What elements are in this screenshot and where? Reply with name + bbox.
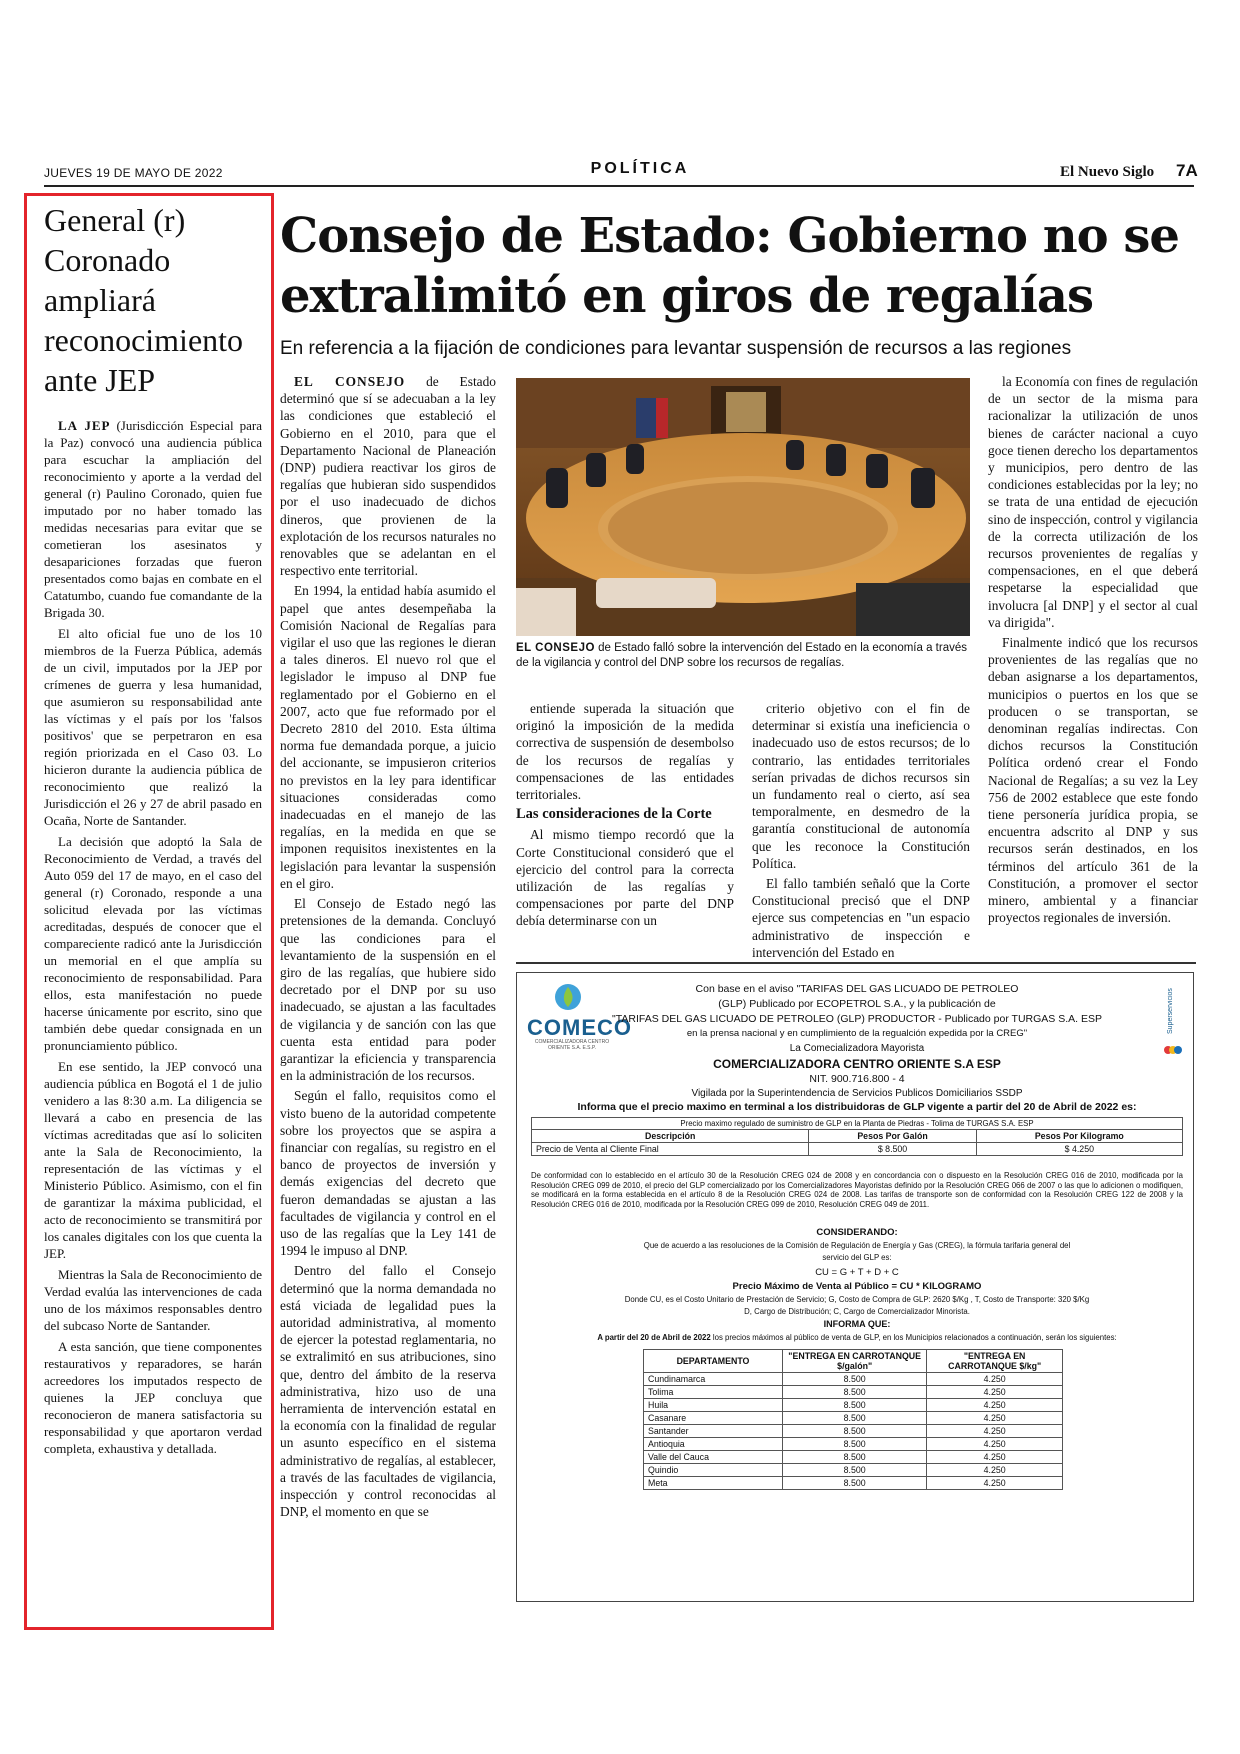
gallon-price-cell: 8.500: [783, 1464, 927, 1477]
sidebar-paragraph: La decisión que adoptó la Sala de Reconocimiento de Verdad, a través del Auto 059 del 17 de mayo, en el caso del general (r) Coronado, responde a una solicitud elevada por las víctimas acreditadas, después de conocer que el compareciente radicó ante la Jurisdicción un memorial en el que amplía su reconocimiento de responsabilidad. Para ellos, esta manifestación no puede hacerse únicamente por escrito, sino que también debe quedar consignada en un pronunciamiento público.: [44, 834, 262, 1053]
comeco-logo-subtitle: COMERCIALIZADORA CENTRO ORIENTE S.A. E.S.P.: [534, 1039, 610, 1051]
article-paragraph: El fallo también señaló que la Corte Constitucional precisó que el DNP ejerce sus competencias en "un espacio administrativo de inspección e intervención del Estado en: [752, 876, 970, 960]
department-cell: Cundinamarca: [644, 1373, 783, 1386]
sidebar-lead: LA JEP: [58, 418, 111, 433]
considerando-line-1: Que de acuerdo a las resoluciones de la Comisión de Regulación de Energía y Gas (CREG), la fórmula tarifaria general del: [643, 1241, 1071, 1250]
article-paragraph: entiende superada la situación que originó la imposición de la medida correctiva de suspensión de desembolso de los recursos de regalías y compensaciones de las entidades territoriales.: [516, 701, 734, 803]
sidebar-text: (Jurisdicción Especial para la Paz) convocó una audiencia pública para escuchar la ampliación del reconocimiento y aporte a la verdad del general (r) Paulino Coronado, quien fue imputado por no haber tomado las medidas necesarias para evitar que se cometieran los asesinatos y desapariciones forzadas que fueron presentados como bajas en combate en el Catatumbo, cuando fue comandante de la Brigada 30.: [44, 418, 262, 620]
article-paragraph: Según el fallo, requisitos como el visto bueno de la autoridad competente sobre los proyectos que se aspira a financiar con regalías, su registro en el banco de proyectos de inversión y demás exigencias del decreto que fueron demandadas se ajustan a las facultades de vigilancia y control en el uso de las regalías que la Ley 141 de 1994 le impuso al DNP.: [280, 1088, 496, 1259]
gas-price-notice: [516, 972, 1194, 1602]
ad-line-1: Con base en el aviso "TARIFAS DEL GAS LICUADO DE PETROLEO: [695, 983, 1019, 995]
article-subhead: Las consideraciones de la Corte: [516, 806, 712, 823]
sidebar-paragraph: El alto oficial fue uno de los 10 miembros de la Fuerza Pública, además de un civil, imputados por la JEP por crímenes de guerra y lesa humanidad, que asumieron su responsabilidad ante las víctimas y el país por los 'falsos positivos' que se perpetraron en esa región priorizada en el Caso 03. Lo hicieron durante la audiencia pública de reconocimiento que realizó la Jurisdicción el 26 y 27 de abril pasado en Ocaña, Norte de Santander.: [44, 626, 262, 828]
sidebar-paragraph: [44, 417, 262, 621]
price-description: Precio de Venta al Cliente Final: [532, 1143, 809, 1156]
gallon-price-cell: 8.500: [783, 1412, 927, 1425]
kg-price-cell: 4.250: [927, 1386, 1063, 1399]
informa-heading: INFORMA QUE:: [823, 1319, 891, 1329]
article-paragraph: En 1994, la entidad había asumido el papel que antes desempeñaba la Comisión Nacional de Regalías para vigilar el uso que las regiones le dieran a tales dineros. El nuevo rol que el legislador le impuso al DNP fue reglamentado por el Gobierno en el 2007, acto que fue reformado por el Decreto 2810 del 2010. Esta última norma fue demandada porque, a juicio del accionante, se impusieron criterios no previstos en la ley para identificar situaciones consideradas como inadecuadas en el manejo de las regalías, en la medida en que se imponen requisitos inexistentes en la legislación para levantar la suspensión en el giro.: [280, 583, 496, 891]
ad-supervision: Vigilada por la Superintendencia de Servicios Publicos Domiciliarios SSDP: [691, 1088, 1023, 1099]
article-paragraph: El Consejo de Estado negó las pretensiones de la demanda. Concluyó que las condiciones para el levantamiento de la suspensión en el giro de las regalías, que hubiere sido decretado por el DNP por su uso inadecuado, se ajustan a las facultades de vigilancia y de sanción con las que cuenta esta entidad para poder garantizar la eficiencia y transparencia en la administración de los recursos.: [280, 896, 496, 1084]
article-text: de Estado determinó que sí se adecuaban a la ley las condiciones que estableció el Gobierno en el 2010, para que el Departamento Nacional de Planeación (DNP) pudiera reactivar los giros de regalías que hubieran sido suspendidos por el uso inadecuado de dichos dineros, que provienen de la explotación de los recursos naturales no renovables que se adelantan en el respectivo ente territorial.: [280, 374, 496, 579]
col-header-per-gallon: Pesos Por Galón: [809, 1130, 976, 1143]
ad-line-5: La Comecializadora Mayorista: [789, 1043, 925, 1054]
header-rule: [44, 185, 1194, 187]
formula-definitions-1: Donde CU, es el Costo Unitario de Prestación de Servicio; G, Costo de Compra de GLP: 2620 $/Kg , T, Costo de Transporte: 320 $/Kg: [624, 1295, 1090, 1304]
gallon-price-cell: 8.500: [783, 1373, 927, 1386]
table-row: [644, 1425, 1063, 1438]
kg-price-cell: 4.250: [927, 1464, 1063, 1477]
price-per-kg: $ 4.250: [976, 1143, 1182, 1156]
superservicios-mark-icon: [1163, 1043, 1183, 1057]
article-paragraph: Finalmente indicó que los recursos provenientes de las regalías que no deban asignarse a los departamentos, municipios o puertos en los que se producen o se transportan, se denominan regalías indirectas. Con dichos recursos la Constitución Política ordenó crear el Fondo Nacional de Regalías; a su vez la Ley 756 de 2002 establece que este fondo tiene personería jurídica propia, se encuentra adscrito al DNP y sus recursos serán destinados, en los términos del artículo 361 de la Constitución, a promover el sector minero, ambiental y a financiar proyectos regionales de inversión.: [988, 635, 1198, 926]
meeting-room-image: [516, 378, 970, 636]
table-row: [644, 1438, 1063, 1451]
department-cell: Casanare: [644, 1412, 783, 1425]
kg-price-cell: 4.250: [927, 1425, 1063, 1438]
article-paragraph: Dentro del fallo el Consejo determinó que la norma demandada no está viciada de legalidad pues la autoridad administrativa, al momento de ejercer la potestad reglamentaria, no se extralimitó en sus atribuciones, sino que, dentro del ámbito de la reserva administrativa, hizo uso de una herramienta de intervención estatal en la economía con la finalidad de regular un asunto específico en el sistema administrativo de regalías, al establecer, a través de las facultades de vigilancia, inspección y control reconocidas al DNP, el momento en que se: [280, 1263, 496, 1520]
sidebar-paragraph: Mientras la Sala de Reconocimiento de Verdad evalúa las intervenciones de cada uno de los máximos responsables dentro del subcaso Norte de Santander.: [44, 1267, 262, 1333]
ad-line-3: "TARIFAS DEL GAS LICUADO DE PETROLEO (GLP) PRODUCTOR - Publicado por TURGAS S.A. ESP: [612, 1013, 1102, 1025]
department-cell: Antioquia: [644, 1438, 783, 1451]
table-row: [644, 1412, 1063, 1425]
kg-price-cell: 4.250: [927, 1438, 1063, 1451]
ad-inform-line: Informa que el precio maximo en terminal a los distribuidoras de GLP vigente a partir del 20 de Abril de 2022 es:: [577, 1101, 1137, 1113]
effective-date-line: [531, 1333, 1183, 1343]
sidebar-paragraph: A esta sanción, que tiene componentes restaurativos y reparadores, se harán acreedores los imputados respecto de quienes la JEP concluya que reconocieron de manera satisfactoria su responsabilidad y que aportaron verdad completa, exhaustiva y detallada.: [44, 1339, 262, 1456]
kg-price-cell: 4.250: [927, 1412, 1063, 1425]
article-headline: Consejo de Estado: Gobierno no se extralimitó en giros de regalías: [280, 208, 1179, 324]
page-number: 7A: [1176, 161, 1198, 180]
comeco-flame-icon: [553, 981, 583, 1013]
kg-price-cell: 4.250: [927, 1399, 1063, 1412]
formula-definitions-2: D, Cargo de Distribución; C, Cargo de Comercializador Minorista.: [744, 1307, 970, 1316]
gallon-price-cell: 8.500: [783, 1438, 927, 1451]
newspaper-name: El Nuevo Siglo: [1060, 164, 1155, 180]
article-column-2: [516, 700, 734, 933]
department-cell: Huila: [644, 1399, 783, 1412]
article-paragraph: Al mismo tiempo recordó que la Corte Constitucional consideró que el ejercicio del control para la correcta utilización de las regalías y compensaciones por parte del DNP debía determinarse con un: [516, 827, 734, 929]
sidebar-title: General (r) Coronado ampliará reconocimiento ante JEP: [44, 202, 244, 398]
issue-date: JUEVES 19 DE MAYO DE 2022: [44, 166, 223, 180]
table-row: [644, 1451, 1063, 1464]
tariff-formula: CU = G + T + D + C: [815, 1267, 899, 1278]
ad-separator: [516, 962, 1196, 964]
gallon-price-cell: 8.500: [783, 1425, 927, 1438]
table-row: [644, 1373, 1063, 1386]
caption-lead: EL CONSEJO: [516, 642, 595, 654]
gallon-price-cell: 8.500: [783, 1477, 927, 1490]
sidebar-body: [44, 417, 262, 1461]
kg-price-cell: 4.250: [927, 1477, 1063, 1490]
table-row: [644, 1386, 1063, 1399]
col-header-gallon: "ENTREGA EN CARROTANQUE $/galón": [783, 1350, 927, 1373]
article-paragraph: [280, 373, 496, 579]
department-cell: Tolima: [644, 1386, 783, 1399]
comeco-logo: COMECO: [527, 1015, 632, 1040]
effective-date: A partir del 20 de Abril de 2022: [597, 1333, 711, 1342]
gallon-price-cell: 8.500: [783, 1386, 927, 1399]
department-price-table: [643, 1349, 1063, 1490]
ad-company-name: COMERCIALIZADORA CENTRO ORIENTE S.A ESP: [713, 1057, 1001, 1071]
article-column-3: [752, 700, 970, 964]
article-paragraph: criterio objetivo con el fin de determinar si existía una ineficiencia o inadecuado uso de estos recursos; de lo contrario, las entidades territoriales serían privadas de dichos recursos sin un fundamento real o cierto, así sea temporalmente, en desmedro de la garantía constitucional de autonomía que les reconoce la Constitución Política.: [752, 701, 970, 871]
kg-price-cell: 4.250: [927, 1451, 1063, 1464]
gallon-price-cell: 8.500: [783, 1399, 927, 1412]
section-name: POLÍTICA: [590, 160, 690, 177]
regulatory-note: De conformidad con lo establecido en el artículo 30 de la Resolución CREG 024 de 2008 y en concordancia con o dispuesto en la Resolución CREG 016 de 2010, modificada por la Resolución CREG 099 de 2010, el precio del GLP comercializado por los Comercializadores Mayoristas definido por la Resolución CREG 066 de 2007 o las que lo adicionen o modifiquen, se modificará en la forma establecida en el artículo 8 de la Resolución CREG 024 de 2008. Las tarifas de transporte son de conformidad con la Resolución CREG 122 de 2008 y la Resolución CREG 016 de 2010, modificada por la Resolución CREG 099 de 2010, Resolución CREG 049 de 2011.: [531, 1171, 1183, 1209]
effective-date-text: los precios máximos al público de venta de GLP, en los Municipios relacionados a continuación, serán los siguientes:: [710, 1333, 1117, 1342]
ad-nit: NIT. 900.716.800 - 4: [809, 1073, 905, 1085]
col-header-per-kg: Pesos Por Kilogramo: [976, 1130, 1182, 1143]
article-column-1: [280, 373, 496, 1523]
col-header-department: DEPARTAMENTO: [644, 1350, 783, 1373]
sidebar-paragraph: En ese sentido, la JEP convocó una audiencia pública en Bogotá el 1 de julio venidero a las 8:30 a.m. La diligencia se llevará a cabo en presencia de las víctimas acreditadas que así lo soliciten ante la Sala de Reconocimiento, la representación de las víctimas y el Ministerio Público. Asimismo, con el fin de garantizar la máxima publicidad, el acto de reconocimiento se transmitirá por los canales digitales con los que cuenta la JEP.: [44, 1059, 262, 1261]
table-row: [644, 1464, 1063, 1477]
considerando-heading: CONSIDERANDO:: [816, 1227, 898, 1238]
department-cell: Meta: [644, 1477, 783, 1490]
department-cell: Santander: [644, 1425, 783, 1438]
col-header-description: Descripción: [532, 1130, 809, 1143]
article-paragraph: la Economía con fines de regulación de un sector de la misma para racionalizar la utilización de unos bienes de carácter nacional a cuyo goce tienen derecho los departamentos y municipios, pero dentro de las condiciones establecidas por la ley; no se trata de una entidad de ejecución sino de inspección, control y vigilancia de la correcta utilización de los recursos provenientes de regalías y compensaciones, en el que deberá respetarse la especialidad que involucra [al DNP] y el sector al cual va dirigida".: [988, 374, 1198, 630]
considerando-line-2: servicio del GLP es:: [822, 1253, 892, 1262]
max-price-formula: Precio Máximo de Venta al Público = CU * KILOGRAMO: [732, 1281, 982, 1292]
article-lead: EL CONSEJO: [294, 374, 406, 389]
article-column-4: [988, 373, 1198, 930]
article-subheadline: En referencia a la fijación de condiciones para levantar suspensión de recursos a las regiones: [280, 338, 1072, 359]
ad-line-2: (GLP) Publicado por ECOPETROL S.A., y la publicación de: [718, 998, 996, 1010]
caption-text: de Estado falló sobre la intervención del Estado en la economía a través de la vigilancia y control del DNP sobre los recursos de regalías.: [516, 642, 967, 669]
table-row: [644, 1399, 1063, 1412]
council-meeting-photo: [516, 378, 970, 636]
price-per-gallon: $ 8.500: [809, 1143, 976, 1156]
col-header-kg: "ENTREGA EN CARROTANQUE $/kg": [927, 1350, 1063, 1373]
ad-line-4: en la prensa nacional y en cumplimiento de la regualción expedida por la CREG": [686, 1028, 1028, 1039]
price-table-title: Precio maximo regulado de suministro de GLP en la Planta de Piedras - Tolima de TURGAS S.A. ESP: [532, 1118, 1183, 1130]
kg-price-cell: 4.250: [927, 1373, 1063, 1386]
gallon-price-cell: 8.500: [783, 1451, 927, 1464]
department-cell: Valle del Cauca: [644, 1451, 783, 1464]
table-row: [644, 1477, 1063, 1490]
price-summary-table: [531, 1117, 1183, 1156]
superservicios-logo: Superservicios: [1167, 988, 1174, 1034]
photo-caption: [516, 641, 972, 671]
department-cell: Quindio: [644, 1464, 783, 1477]
